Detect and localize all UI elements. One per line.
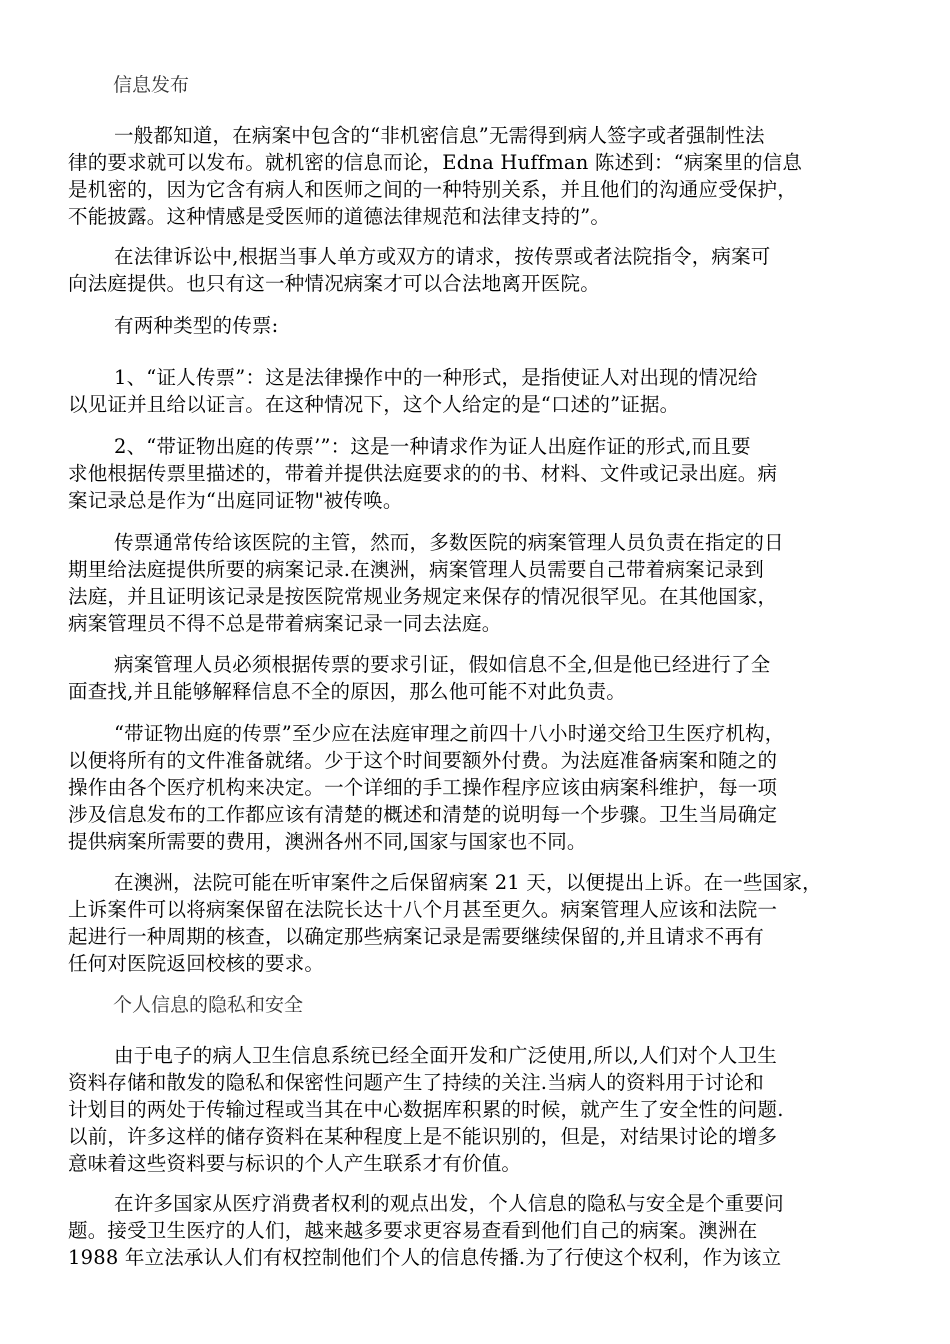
paragraph-line: 案记录总是作为“出庭同证物"被传唤。 [68, 489, 403, 512]
paragraph [68, 1042, 890, 1177]
paragraph-line: 在澳洲，法院可能在听审案件之后保留病案 21 天，以便提出上诉。在一些国家， [114, 871, 822, 894]
paragraph [68, 122, 890, 230]
section-heading-privacy-security: 个人信息的隐私和安全 [113, 994, 304, 1016]
paragraph [68, 651, 890, 705]
paragraph-line: 由于电子的病人卫生信息系统已经全面开发和广泛使用,所以,人们对个人卫生 [114, 1044, 777, 1067]
paragraph-line: 以便将所有的文件准备就绪。少于这个时间要额外付费。为法庭准备病案和随之的 [68, 749, 778, 772]
paragraph-line: 面查找,并且能够解释信息不全的原因，那么他可能不对此负责。 [68, 680, 626, 703]
paragraph-line: 2、“带证物出庭的传票’”：这是一种请求作为证人出庭作证的形式,而且要 [114, 435, 751, 458]
paragraph-line: 传票通常传给该医院的主管，然而，多数医院的病案管理人员负责在指定的日 [114, 531, 784, 554]
paragraph-line: 律的要求就可以发布。就机密的信息而论，Edna Huffman 陈述到：“病案里的信息 [68, 151, 803, 174]
section-heading-information-release: 信息发布 [113, 74, 190, 96]
paragraph-line: 题。接受卫生医疗的人们，越来越多要求更容易查看到他们自己的病案。澳洲在 [68, 1219, 758, 1242]
paragraph-line: 求他根据传票里描述的，带着并提供法庭要求的的书、材料、文件或记录出庭。病 [68, 462, 778, 485]
paragraph-line: 在法律诉讼中,根据当事人单方或双方的请求，按传票或者法院指令，病案可 [114, 245, 771, 268]
paragraph [68, 869, 890, 977]
paragraph-line: 起进行一种周期的核查，以确定那些病案记录是需要继续保留的,并且请求不再有 [68, 925, 764, 948]
paragraph-line: 上诉案件可以将病案保留在法院长达十八个月甚至更久。病案管理人应该和法院一 [68, 898, 778, 921]
paragraph-line: 一般都知道，在病案中包含的“非机密信息”无需得到病人签字或者强制性法 [114, 124, 765, 147]
paragraph-line: 法庭，并且证明该记录是按医院常规业务规定来保存的情况很罕见。在其他国家， [68, 585, 778, 608]
paragraph-line: 以前，许多这样的储存资料在某种程度上是不能识别的，但是，对结果讨论的增多 [68, 1125, 778, 1148]
paragraph [68, 720, 890, 855]
paragraph-line: 任何对医院返回校核的要求。 [68, 952, 325, 975]
paragraph [68, 1190, 890, 1271]
paragraph-line: 1、“证人传票”：这是法律操作中的一种形式，是指使证人对出现的情况给 [114, 366, 758, 389]
paragraph-line: “带证物出庭的传票”至少应在法庭审理之前四十八小时递交给卫生医疗机构， [114, 722, 785, 745]
paragraph [68, 243, 890, 297]
paragraph-line: 涉及信息发布的工作都应该有清楚的概述和清楚的说明每一个步骤。卫生当局确定 [68, 803, 778, 826]
paragraph-line: 1988 年立法承认人们有权控制他们个人的信息传播.为了行使这个权利，作为该立 [68, 1246, 782, 1269]
paragraph-line: 期里给法庭提供所要的病案记录.在澳洲，病案管理人员需要自己带着病案记录到 [68, 558, 764, 581]
paragraph-line: 提供病案所需要的费用，澳洲各州不同,国家与国家也不同。 [68, 830, 587, 853]
paragraph-line: 病案管理人员必须根据传票的要求引证，假如信息不全,但是他已经进行了全 [114, 653, 771, 676]
paragraph-line: 操作由各个医疗机构来决定。一个详细的手工操作程序应该由病案科维护，每一项 [68, 776, 778, 799]
paragraph-line: 病案管理员不得不总是带着病案记录一同去法庭。 [68, 612, 502, 635]
paragraph-line: 是机密的，因为它含有病人和医师之间的一种特别关系，并且他们的沟通应受保护， [68, 178, 797, 201]
paragraph [68, 433, 890, 514]
paragraph-line: 计划目的两处于传输过程或当其在中心数据库积累的时候，就产生了安全性的问题. [68, 1098, 784, 1121]
paragraph [68, 364, 890, 418]
paragraph-line: 不能披露。这种情感是受医师的道德法律规范和法律支持的”。 [68, 205, 611, 228]
paragraph-line: 意味着这些资料要与标识的个人产生联系才有价值。 [68, 1152, 522, 1175]
paragraph-line: 在许多国家从医疗消费者权利的观点出发，个人信息的隐私与安全是个重要问 [114, 1192, 784, 1215]
paragraph-line: 有两种类型的传票: [114, 314, 279, 337]
paragraph [68, 312, 890, 339]
paragraph-line: 以见证并且给以证言。在这种情况下，这个人给定的是“口述的”证据。 [68, 393, 680, 416]
paragraph [68, 529, 890, 637]
paragraph-line: 向法庭提供。也只有这一种情况病案才可以合法地离开医院。 [68, 272, 600, 295]
paragraph-line: 资料存储和散发的隐私和保密性问题产生了持续的关注.当病人的资料用于讨论和 [68, 1071, 764, 1094]
